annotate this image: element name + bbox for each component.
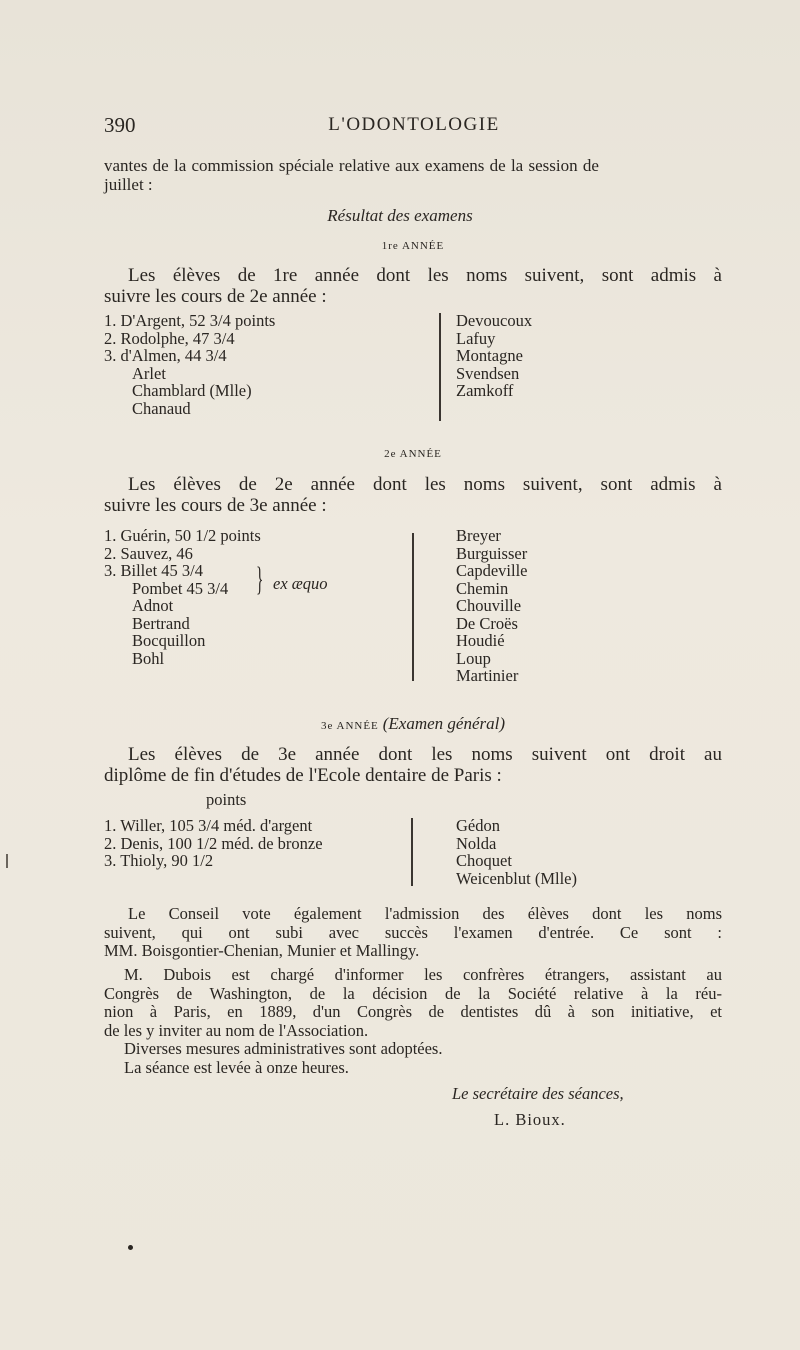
list-item: 1. D'Argent, 52 3/4 points [104, 311, 276, 330]
year1-heading: 1re ANNÉE [381, 240, 445, 252]
list-item: Chemin [456, 578, 509, 598]
list-item: 3. Billet 45 3/4 [104, 561, 203, 580]
list-item: Adnot [132, 596, 174, 615]
list-item: Loup [456, 648, 491, 668]
list-item: Devoucoux [456, 311, 533, 330]
list-item: Arlet [132, 363, 166, 383]
intro-line-1: vantes de la commission spéciale relative aux examens de la session de [104, 156, 599, 175]
list-item: Chanaud [132, 398, 191, 418]
list-item: Svendsen [456, 363, 520, 383]
list-item: Chamblard (Mlle) [132, 381, 252, 400]
page-number: 390 [104, 113, 136, 137]
text-line: Le Conseil vote également l'admission des élèves dont les noms [128, 904, 722, 923]
list-item: 3. d'Almen, 44 3/4 [104, 346, 227, 365]
list-item: 2. Sauvez, 46 [104, 543, 193, 563]
year3-heading-subtitle: (Examen général) [382, 714, 506, 733]
list-item: Montagne [456, 346, 523, 365]
signature-title: Le secrétaire des séances, [452, 1084, 624, 1103]
list-item: Houdié [456, 631, 505, 650]
list-item: Chouville [456, 596, 522, 615]
list-item: 2. Denis, 100 1/2 méd. de bronze [104, 833, 323, 853]
list-item: Choquet [456, 851, 512, 870]
brace-symbol: } [256, 561, 264, 598]
ex-aequo-note: ex æquo [273, 574, 328, 593]
intro-line-2: juillet : [104, 175, 153, 194]
list-item: Breyer [456, 526, 501, 545]
year3-heading [0, 714, 800, 734]
year2-text-line-2: suivre les cours de 3e année : [104, 495, 327, 516]
page-header [104, 113, 724, 141]
year1-text-line-2: suivre les cours de 2e année : [104, 286, 327, 307]
list-item: Bohl [132, 648, 165, 668]
list-item: 1. Willer, 105 3/4 méd. d'argent [104, 816, 313, 835]
list-item: Gédon [456, 816, 500, 835]
list-item: Pombet 45 3/4 [132, 578, 229, 598]
list-item: 3. Thioly, 90 1/2 [104, 851, 214, 870]
signature-name: L. Bioux. [494, 1110, 566, 1129]
list-item: Bocquillon [132, 631, 206, 650]
paragraph-measures [104, 1040, 722, 1059]
year3-text-line-2: diplôme de fin d'études de l'Ecole dentaire de Paris : [104, 765, 502, 786]
year3-left-list [104, 817, 323, 870]
list-item: Bertrand [132, 613, 190, 633]
results-title: Résultat des examens [327, 206, 473, 225]
year1-left-list [104, 312, 275, 417]
text-line: suivent, qui ont subi avec succès l'examen d'entrée. Ce sont : [104, 922, 722, 942]
year2-heading: 2e ANNÉE [384, 448, 442, 460]
list-item: Martinier [456, 666, 519, 685]
column-divider [412, 533, 414, 681]
paragraph-admission [104, 905, 722, 961]
text-line: MM. Boisgontier-Chenian, Munier et Mallingy. [104, 941, 420, 960]
year3-text-line-1: Les élèves de 3e année dont les noms suivent ont droit au [128, 744, 722, 765]
text-line: Diverses mesures administratives sont adoptées. [124, 1039, 443, 1058]
points-label: points [206, 790, 247, 809]
list-item: Burguisser [456, 543, 528, 563]
text-line: M. Dubois est chargé d'informer les confrères étrangers, assistant au [124, 965, 722, 984]
column-divider [411, 818, 413, 886]
year2-text-line-1: Les élèves de 2e année dont les noms suivent, sont admis à [128, 474, 722, 495]
text-line: Congrès de Washington, de la décision de la Société relative à la réu- [104, 983, 722, 1003]
year1-text-line-1: Les élèves de 1re année dont les noms suivent, sont admis à [128, 265, 722, 286]
list-item: Lafuy [456, 328, 496, 348]
paragraph-dubois [104, 966, 722, 1040]
year2-right-list [456, 527, 527, 685]
text-line: de les y inviter au nom de l'Association. [104, 1020, 369, 1040]
margin-mark [6, 854, 8, 868]
paragraph-closing [104, 1059, 722, 1078]
year3-heading-label: 3e ANNÉE [320, 720, 379, 732]
list-item: Zamkoff [456, 381, 514, 400]
text-line: La séance est levée à onze heures. [124, 1058, 349, 1077]
column-divider [439, 313, 441, 421]
year2-left-list [104, 526, 264, 668]
ink-dot [128, 1245, 133, 1250]
list-item: 1. Guérin, 50 1/2 points [104, 526, 261, 545]
year3-right-list [456, 817, 577, 887]
year1-right-list [456, 312, 532, 400]
text-line: nion à Paris, en 1889, d'un Congrès de dentistes dû à son initiative, et [104, 1002, 722, 1021]
list-item: Weicenblut (Mlle) [456, 868, 578, 888]
list-item: Capdeville [456, 561, 528, 580]
running-title: L'ODONTOLOGIE [328, 114, 500, 135]
list-item: 2. Rodolphe, 47 3/4 [104, 328, 235, 348]
list-item: De Croës [456, 613, 518, 633]
list-item: Nolda [456, 833, 497, 853]
